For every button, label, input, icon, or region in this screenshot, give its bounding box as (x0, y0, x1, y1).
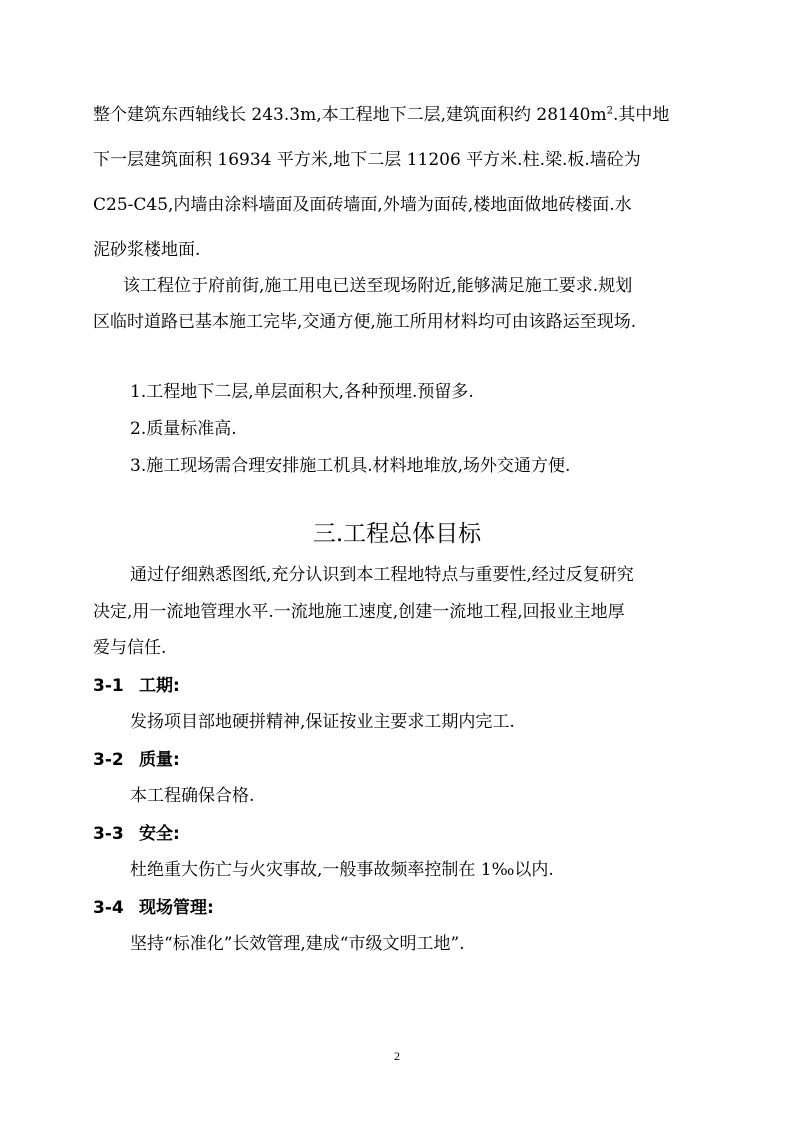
para1-line2: 下一层建筑面积 16934 平方米,地下二层 11206 平方米.柱.梁.板.墙砼为 (93, 150, 641, 170)
section-number: 3-2 (93, 750, 124, 770)
section-text-3-2: 本工程确保合格. (130, 786, 255, 806)
page-number: 2 (394, 1049, 400, 1063)
section-text-3-3: 杜绝重大伤亡与火灾事故,一般事故频率控制在 1‰以内. (130, 860, 554, 880)
superscript: 2 (606, 105, 613, 117)
section-label: 现场管理: (139, 898, 214, 918)
intro-line1: 通过仔细熟悉图纸,充分认识到本工程地特点与重要性,经过反复研究 (130, 565, 634, 585)
feature-item-3: 3.施工现场需合理安排施工机具.材料地堆放,场外交通方便. (130, 456, 571, 476)
para2-line1: 该工程位于府前街,施工用电已送至现场附近,能够满足施工要求.规划 (123, 276, 633, 296)
section-label: 安全: (139, 824, 180, 844)
intro-line2: 决定,用一流地管理水平.一流地施工速度,创建一流地工程,回报业主地厚 (93, 602, 625, 622)
para2-line2: 区临时道路已基本施工完毕,交通方便,施工所用材料均可由该路运至现场. (93, 312, 637, 332)
para1-line3: C25-C45,内墙由涂料墙面及面砖墙面,外墙为面砖,楼地面做地砖楼面.水 (93, 195, 632, 215)
section-heading-3-3 (93, 823, 180, 845)
feature-item-2: 2.质量标准高. (130, 419, 237, 439)
section-heading-3-4 (93, 897, 214, 919)
para1-line1-text: 整个建筑东西轴线长 243.3m,本工程地下二层,建筑面积约 28140m (93, 105, 607, 125)
section-heading-3-1 (93, 675, 180, 697)
section-number: 3-3 (93, 824, 124, 844)
section-number: 3-1 (93, 676, 124, 696)
section-text-3-1: 发扬项目部地硬拼精神,保证按业主要求工期内完工. (130, 712, 515, 732)
section-label: 工期: (139, 676, 180, 696)
section-heading-3-2 (93, 749, 180, 771)
para1-line1 (93, 104, 703, 126)
section-label: 质量: (139, 750, 180, 770)
section-number: 3-4 (93, 898, 124, 918)
feature-item-1: 1.工程地下二层,单层面积大,各种预埋.预留多. (130, 382, 474, 402)
para1-line4: 泥砂浆楼地面. (93, 240, 201, 260)
section-text-3-4: 坚持“标准化”长效管理,建成“市级文明工地”. (130, 934, 465, 954)
section-title: 三.工程总体目标 (312, 521, 482, 547)
intro-line3: 爱与信任. (93, 638, 167, 658)
para1-line1-tail: .其中地 (612, 105, 670, 125)
